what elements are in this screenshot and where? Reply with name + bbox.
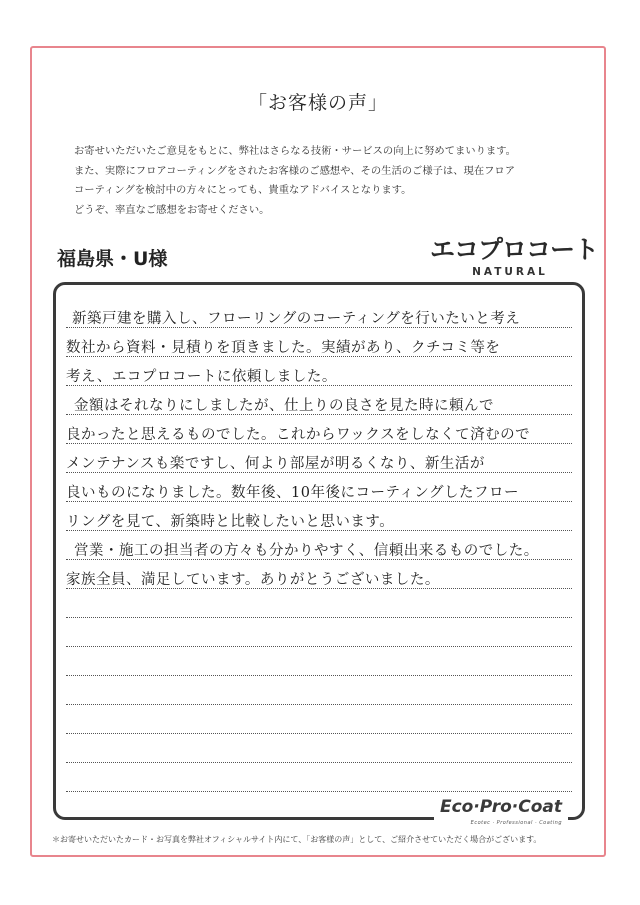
intro-line: どうぞ、率直なご感想をお寄せください。: [74, 203, 270, 216]
handwritten-line: 数社から資料・見積りを頂きました。実績があり、クチコミ等を: [66, 340, 501, 356]
handwritten-comment-board: [53, 282, 585, 826]
brand-logo: [430, 235, 599, 278]
eco-pro-coat-signature: [434, 799, 568, 831]
customer-name: 福島県・U様: [57, 248, 168, 270]
brand-logo-sub: NATURAL: [472, 266, 548, 278]
customer-voice-card: [30, 46, 606, 857]
handwritten-line: 良いものになりました。数年後、10年後にコーティングしたフロー: [66, 485, 519, 501]
handwritten-line: メンテナンスも楽ですし、何より部屋が明るくなり、新生活が: [66, 456, 485, 472]
ruled-line: [66, 617, 572, 618]
intro-line: お寄せいただいたご意見をもとに、弊社はさらなる技術・サービスの向上に努めてまいります。: [74, 145, 516, 157]
handwritten-line: 新築戸建を購入し、フローリングのコーティングを行いたいと考え: [72, 311, 521, 327]
signature-sub: Ecotec · Professional · Coating: [470, 820, 562, 826]
handwritten-line: リングを見て、新築時と比較したいと思います。: [66, 514, 395, 530]
page-title: 「お客様の声」: [247, 92, 388, 114]
footnote: ＊お寄せいただいたカード・お写真を弊社オフィシャルサイト内にて、「お客様の声」として、ご紹介させていただく場合がございます。: [52, 835, 542, 844]
intro-line: コーティングを検討中の方々にとっても、貴重なアドバイスとなります。: [74, 184, 412, 196]
handwritten-line: 営業・施工の担当者の方々も分かりやすく、信頼出来るものでした。: [74, 543, 539, 559]
ruled-line: [66, 704, 572, 705]
handwritten-line: 金額はそれなりにしましたが、仕上りの良さを見た時に頼んで: [74, 398, 494, 414]
handwritten-line: 良かったと思えるものでした。これからワックスをしなくて済むので: [66, 427, 531, 443]
ruled-line: [66, 675, 572, 676]
signature-main: Eco·Pro·Coat: [439, 797, 562, 817]
brand-logo-main: エコプロコート: [430, 235, 599, 264]
ruled-line: [66, 646, 572, 647]
intro-text: [74, 142, 579, 220]
ruled-line: [66, 733, 572, 734]
ruled-line: [66, 762, 572, 763]
ruled-line: [66, 791, 572, 792]
intro-line: また、実際にフロアコーティングをされたお客様のご感想や、その生活のご様子は、現在フロア: [74, 164, 516, 177]
handwritten-line: 家族全員、満足しています。ありがとうございました。: [66, 572, 440, 588]
handwritten-line: 考え、エコプロコートに依頼しました。: [66, 369, 337, 385]
